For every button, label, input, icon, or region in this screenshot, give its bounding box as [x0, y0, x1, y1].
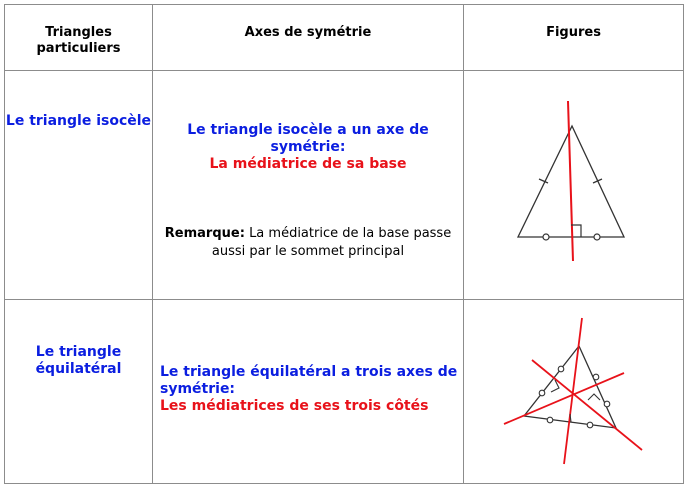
equilateral-mark-left-2: [558, 366, 564, 372]
isosceles-base-mark-left: [543, 234, 549, 240]
equilateral-mark-right-1: [593, 374, 599, 380]
cell-equilateral-figure: [464, 300, 684, 484]
equilateral-right-angle-right: [588, 394, 600, 400]
equilateral-mark-left-1: [539, 390, 545, 396]
equilateral-mark-right-2: [604, 401, 610, 407]
header-row: [5, 5, 684, 71]
table-row-equilateral: [5, 300, 684, 484]
cell-isosceles-axes: [153, 71, 464, 300]
cell-isosceles-name: [5, 71, 153, 300]
cell-isosceles-figure: [464, 71, 684, 300]
equilateral-axis-text: Les médiatrices de ses trois côtés: [160, 398, 429, 414]
isosceles-base-mark-right: [594, 234, 600, 240]
equilateral-triangle-figure: [464, 300, 684, 483]
remark-text: La médiatrice de la base passe aussi par le sommet principal: [211, 226, 452, 259]
isosceles-equal-tick-left: [539, 179, 548, 183]
isosceles-triangle-figure: [464, 71, 684, 299]
equilateral-mark-base-2: [587, 422, 593, 428]
table-row-isosceles: [5, 71, 684, 300]
isosceles-axis-text: La médiatrice de sa base: [209, 156, 407, 172]
cell-equilateral-name: [5, 300, 153, 484]
header-figures: Figures: [464, 5, 684, 71]
symmetry-table: [4, 4, 684, 484]
equilateral-axis-1: [564, 318, 582, 464]
header-axes: Axes de symétrie: [153, 5, 464, 71]
header-triangles: Triangles particuliers: [5, 5, 153, 71]
isosceles-remark: [153, 225, 463, 261]
triangle-name-equilateral: Le triangle équilatéral: [35, 344, 122, 377]
equilateral-mark-base-1: [547, 417, 553, 423]
cell-equilateral-axes: [153, 300, 464, 484]
equilateral-statement: Le triangle équilatéral a trois axes de symétrie:: [160, 364, 458, 397]
triangle-name-isosceles: Le triangle isocèle: [5, 113, 152, 129]
isosceles-statement: Le triangle isocèle a un axe de symétrie:: [187, 122, 429, 155]
remark-label: Remarque:: [164, 226, 245, 241]
equilateral-axis-2: [504, 373, 624, 424]
